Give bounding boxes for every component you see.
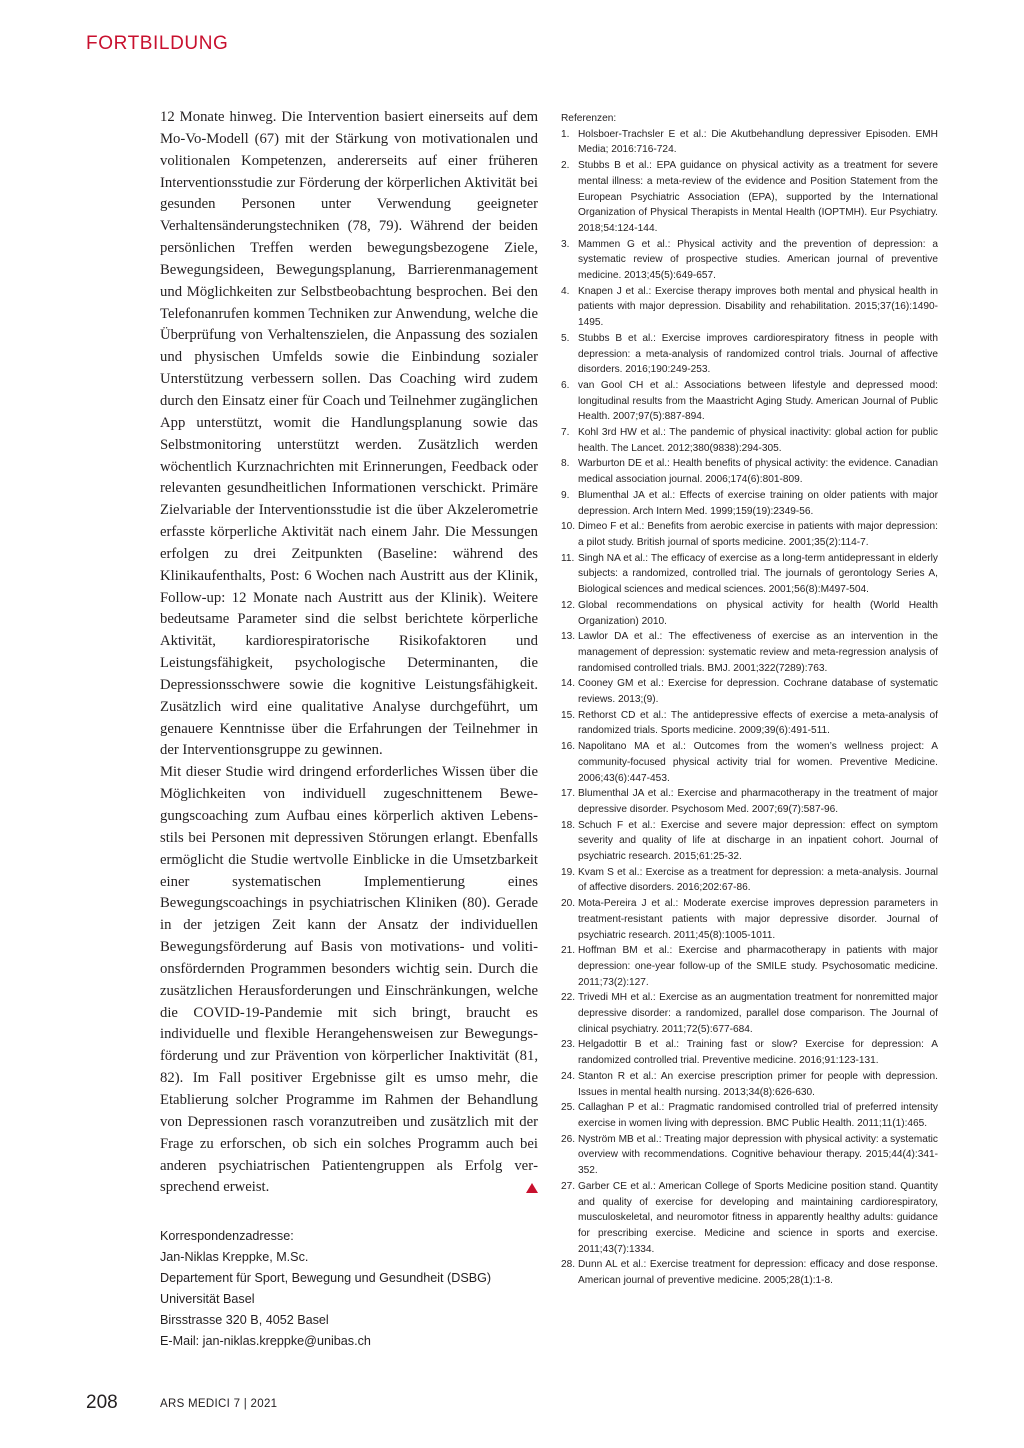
reference-text: Kohl 3rd HW et al.: The pandemic of physical inactivity: global action for public health. The Lancet. 2012;380(9838):294-305. [578,427,938,454]
reference-text: Blumenthal JA et al.: Exercise and pharmacotherapy in the treatment of major depressive disorder. Psychosom Med. 2007;69(7):587-96. [578,788,938,815]
reference-item [561,284,938,331]
reference-text: Stubbs B et al.: Exercise improves cardiorespiratory fitness in people with depression: a meta-analysis of randomized control trials. Journal of affective disorders. 2016;190:249-253. [578,332,938,376]
reference-number: 1. [561,128,570,140]
magazine-issue: ARS MEDICI 7 | 2021 [160,1398,278,1410]
correspondence-address [160,1226,538,1351]
end-of-article-triangle-icon [526,1183,538,1193]
article-body [160,107,538,1199]
reference-text: Holsboer-Trachsler E et al.: Die Akutbehandlung depressiver Episoden. EMH Media; 2016:716-724. [578,128,938,156]
reference-text: Singh NA et al.: The efficacy of exercise as a long-term antidepressant in elderly subjects: a randomized, controlled trial. The journals of gerontology Series A, Biological sciences and medical sciences. 2001;56(8):M497-504. [578,552,938,596]
article-paragraph-text: Mit dieser Studie wird dringend erforderliches Wissen über die Möglichkeiten von individuell zugeschnittenem Bewegungscoaching zum Aufbau eines körperlich aktiven Lebensstils bei Personen mit depressiven Störungen erlangt. Ebenfalls ermöglicht die Studie wertvolle Einblicke in die Umsetzbarkeit einer systematischen Implementierung eines Bewegungscoachings in psychiatrischen Kliniken (80). Gerade in der jetzigen Zeit kann der Ansatz der individuellen Bewegungsförderung auf Basis von motivations- und volitionsfördernden Programmen besonders wichtig sein. Durch die zusätzlichen Herausforderungen und Einschränkungen, welche die COVID-19-Pandemie mit sich bringt, braucht es individuelle und flexible Herangehensweisen zur Bewegungsförderung und zur Prävention von körperlicher Inaktivität (81, 82). Im Fall positiver Ergebnisse gilt es umso mehr, die Etablierung solcher Programme im Rahmen der Behandlung von Depressionen rasch voranzutreiben und zusätzlich mit der Frage zu erforschen, ob sich ein solches Programm auch bei anderen psychiatrischen Patientengruppen als Erfolg versprechend erweist. [160,764,538,1196]
reference-text: Dimeo F et al.: Benefits from aerobic exercise in patients with major depression: a pilot study. British journal of sports medicine. 2001;35(2):114-7. [578,521,938,548]
reference-item [561,551,938,598]
reference-text: Mammen G et al.: Physical activity and the prevention of depression: a systematic review of prospective studies. American journal of preventive medicine. 2013;45(5):649-657. [578,238,938,282]
reference-item [561,1069,938,1100]
reference-text: Kvam S et al.: Exercise as a treatment for depression: a meta-analysis. Journal of affective disorders. 2016;202:67-86. [578,866,938,894]
reference-item [561,818,938,865]
contact-heading: Korrespondenzadresse: [160,1229,294,1244]
reference-text: Hoffman BM et al.: Exercise and pharmacotherapy in patients with major depression: one-year follow-up of the SMILE study. Psychosomatic medicine. 2011;73(2):127. [578,945,938,988]
reference-number: 6. [561,379,570,391]
reference-item [561,598,938,629]
reference-number: 5. [561,332,570,344]
reference-item [561,158,938,237]
reference-number: 3. [561,238,570,250]
reference-item [561,629,938,676]
reference-item [561,519,938,550]
reference-item [561,1179,938,1258]
reference-text: Warburton DE et al.: Health benefits of physical activity: the evidence. Canadian medical association journal. 2006;174(6):801-809. [578,458,938,486]
contact-name: Jan-Niklas Kreppke, M.Sc. [160,1250,309,1265]
reference-item [561,739,938,786]
contact-street: Birsstrasse 320 B, 4052 Basel [160,1312,329,1327]
reference-number: 23. [561,1039,576,1051]
reference-item [561,237,938,284]
reference-text: Lawlor DA et al.: The effectiveness of exercise as an intervention in the management of depression: systematic review and meta-regression analysis of randomised controlled trials. BMJ. 2001;322(7289):763. [578,631,938,674]
contact-department: Departement für Sport, Bewegung und Gesundheit (DSBG) [160,1271,492,1285]
reference-number: 15. [561,709,576,721]
reference-text: Callaghan P et al.: Pragmatic randomised controlled trial of preferred intensity exercise in women living with depression. BMC Public Health. 2011;11(1):465. [578,1102,938,1129]
article-paragraph: 12 Monate hinweg. Die Intervention basiert einerseits auf dem Mo-Vo-Modell (67) mit der Stärkung von motivationalen und volitionalen Kompetenzen, andererseits auf einer früheren Interventionsstudie zur Förderung der körperlichen Aktivität bei gesunden Personen unter Verwendung geeigneter Verhaltensänderungstechniken (78, 79). Während der beiden persönlichen Treffen werden bewegungsbezogene Ziele, Bewegungsideen, Bewegungsplanung, Barrierenmanagement und Möglichkeiten zur Selbstbeobachtung besprochen. Bei den Telefonanrufen kommen Techniken zur Anwendung, welche die Überprüfung von Verhaltenszielen, die Anpassung des sozialen und physischen Umfelds sowie die Einbindung sozialer Unterstützung verbessern sollen. Das Coaching wird zudem durch den Einsatz einer für Coach und Teilnehmer zugänglichen App unterstützt, womit die Handlungsplanung sowie das Selbstmonitoring unterstützt werden. Zusätzlich werden wöchentlich Kurznachrichten mit Erinnerungen, Feedback oder relevanten gesundheitlichen Informationen verschickt. Primäre Zielvariable der Interventionsstudie ist die über Akzelerometrie erfasste körperliche Aktivität nach einem Jahr. Die Messungen erfolgen zu drei Zeitpunkten (Baseline: während des Klinikaufenthalts, Post: 6 Wochen nach Austritt aus der Klinik, Follow-up: 12 Monate nach Austritt aus der Klinik). Weitere bedeutsame Parameter sind die selbst berichtete körperliche Aktivität, kardiorespiratorische Risikofaktoren und Leistungsfähigkeit, psychologische Determinanten, die Depressionsschwere sowie die kognitive Leistungsfähigkeit. Zusätzlich wird eine qualitative Analyse durchgeführt, um genauere Kenntnisse über die Erfahrungen der Teilnehmer in der Interventionsgruppe zu gewinnen. [160,109,538,759]
reference-number: 20. [561,898,576,910]
reference-item [561,488,938,519]
reference-number: 12. [561,599,576,611]
reference-item [561,456,938,487]
reference-number: 26. [561,1133,576,1145]
references-list [561,127,938,1289]
reference-number: 8. [561,458,570,470]
reference-text: van Gool CH et al.: Associations between lifestyle and depressed mood: longitudinal results from the Maastricht Aging Study. American Journal of Public Health. 2007;97(5):887-894. [578,379,938,423]
reference-text: Stanton R et al.: An exercise prescription primer for people with depression. Issues in mental health nursing. 2013;34(8):626-630. [578,1070,938,1098]
reference-number: 14. [561,678,576,690]
reference-item [561,786,938,817]
reference-text: Stubbs B et al.: EPA guidance on physical activity as a treatment for severe mental illness: a meta-review of the evidence and Position Statement from the European Psychiatric Association (EPA), supported by the International Organization of Physical Therapists in Mental Health (IOPTMH). Eur Psychiatry. 2018;54:124-144. [578,160,938,234]
reference-number: 4. [561,285,570,297]
reference-text: Trivedi MH et al.: Exercise as an augmentation treatment for nonremitted major depressive disorder: a randomized, parallel dose comparison. The Journal of clinical psychiatry. 2011;72(5):677-684. [578,992,938,1035]
reference-text: Helgadottir B et al.: Training fast or slow? Exercise for depression: A randomized controlled trial. Preventive medicine. 2016;91:123-131. [578,1039,938,1067]
reference-item [561,990,938,1037]
reference-text: Mota-Pereira J et al.: Moderate exercise improves depression parameters in treatment-resistant patients with major depressive disorder. Journal of psychiatric research. 2011;45(8):1005-1011. [578,898,938,941]
reference-text: Nyström MB et al.: Treating major depression with physical activity: a systematic overview with recommendations. Cognitive behaviour therapy. 2015;44(4):341-352. [578,1133,938,1177]
reference-number: 19. [561,866,576,878]
reference-item [561,1100,938,1131]
reference-item [561,331,938,378]
reference-number: 9. [561,489,570,501]
reference-number: 18. [561,819,576,831]
reference-number: 21. [561,945,576,957]
reference-text: Global recommendations on physical activity for health (World Health Organization) 2010. [578,599,938,627]
reference-number: 22. [561,992,576,1004]
reference-item [561,425,938,456]
reference-text: Dunn AL et al.: Exercise treatment for depression: efficacy and dose response. American journal of preventive medicine. 2005;28(1):1-8. [578,1259,938,1287]
reference-item [561,943,938,990]
reference-number: 28. [561,1259,576,1271]
reference-number: 24. [561,1070,576,1082]
reference-number: 13. [561,631,576,643]
reference-text: Cooney GM et al.: Exercise for depression. Cochrane database of systematic reviews. 2013;(9). [578,678,938,706]
reference-number: 7. [561,427,570,439]
reference-number: 25. [561,1102,576,1114]
reference-number: 27. [561,1180,576,1192]
references-heading: Referenzen: [561,113,617,124]
reference-text: Garber CE et al.: American College of Sports Medicine position stand. Quantity and quality of exercise for developing and maintaining cardiorespiratory, musculoskeletal, and neuromotor fitness in apparently healthy adults: guidance for prescribing exercise. Medicine and science in sports and exercise. 2011;43(7):1334. [578,1180,938,1255]
section-title: FORTBILDUNG [86,33,229,54]
reference-number: 11. [561,552,575,564]
reference-item [561,127,938,158]
reference-item [561,708,938,739]
article-paragraph [160,762,538,1199]
page-number: 208 [86,1392,118,1413]
reference-text: Blumenthal JA et al.: Effects of exercise training on older patients with major depression. Arch Intern Med. 1999;159(19):2349-56. [578,489,938,517]
reference-item [561,1257,938,1288]
reference-text: Rethorst CD et al.: The antidepressive effects of exercise a meta-analysis of randomized trials. Sports medicine. 2009;39(6):491-511. [578,709,938,737]
reference-number: 10. [561,521,576,533]
reference-text: Knapen J et al.: Exercise therapy improves both mental and physical health in patients with major depression. Disability and rehabilitation. 2015;37(16):1490-1495. [578,285,938,329]
contact-email[interactable]: E-Mail: jan-niklas.kreppke@unibas.ch [160,1333,371,1348]
reference-item [561,1037,938,1068]
reference-item [561,896,938,943]
reference-item [561,378,938,425]
reference-item [561,676,938,707]
reference-number: 16. [561,741,576,753]
reference-text: Napolitano MA et al.: Outcomes from the women’s wellness project: A community-focused physical activity trial for women. Preventive Medicine. 2006;43(6):447-453. [578,741,938,784]
reference-item [561,1132,938,1179]
article-column [160,107,538,1352]
reference-text: Schuch F et al.: Exercise and severe major depression: effect on symptom severity and quality of life at discharge in an inpatient cohort. Journal of psychiatric research. 2015;61:25-32. [578,819,938,863]
reference-item [561,865,938,896]
references-column [561,111,938,1289]
contact-university: Universität Basel [160,1291,255,1306]
reference-number: 17. [561,788,576,800]
reference-number: 2. [561,160,570,172]
